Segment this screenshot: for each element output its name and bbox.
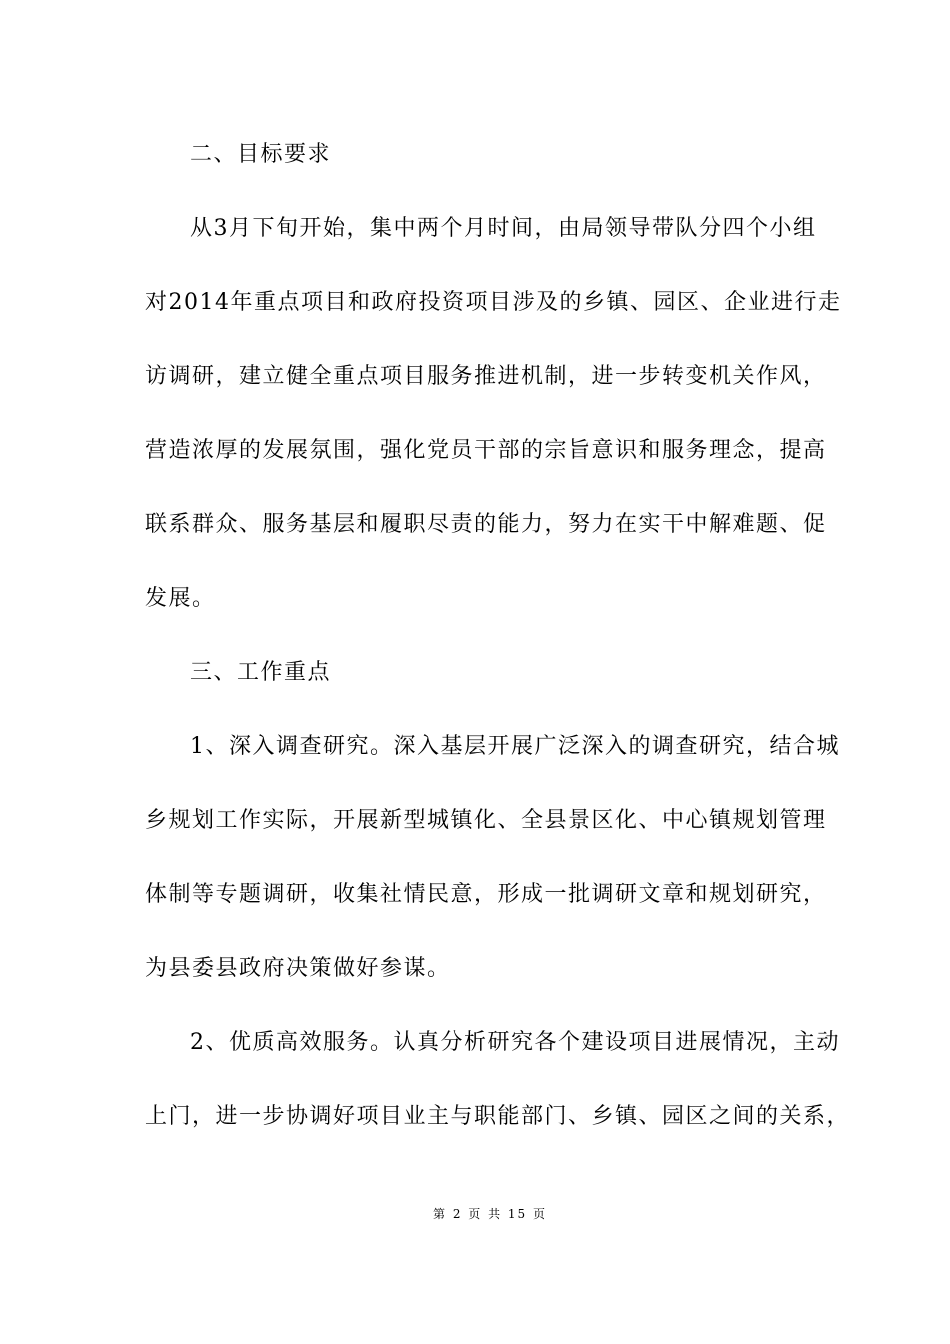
paragraph-line: 乡规划工作实际，开展新型城镇化、全县景区化、中心镇规划管理	[145, 808, 827, 833]
paragraph-line: 1、深入调查研究。深入基层开展广泛深入的调查研究，结合城	[190, 734, 840, 759]
paragraph-line: 体制等专题调研，收集社情民意，形成一批调研文章和规划研究，	[145, 882, 827, 907]
paragraph-line: 为县委县政府决策做好参谋。	[145, 956, 451, 981]
section-heading-focus: 三、工作重点	[190, 660, 332, 685]
paragraph-line: 联系群众、服务基层和履职尽责的能力，努力在实干中解难题、促	[145, 512, 827, 537]
section-heading-goals: 二、目标要求	[190, 142, 332, 167]
paragraph-line: 2、优质高效服务。认真分析研究各个建设项目进展情况，主动	[190, 1030, 840, 1055]
paragraph-line: 发展。	[145, 586, 216, 611]
paragraph-line: 对2014年重点项目和政府投资项目涉及的乡镇、园区、企业进行走	[145, 290, 842, 315]
paragraph-line: 营造浓厚的发展氛围，强化党员干部的宗旨意识和服务理念，提高	[145, 438, 827, 463]
paragraph-line: 从3月下旬开始，集中两个月时间，由局领导带队分四个小组	[190, 216, 817, 241]
paragraph-line: 上门，进一步协调好项目业主与职能部门、乡镇、园区之间的关系，	[145, 1104, 851, 1129]
page-number-footer: 第 2 页 共 15 页	[433, 1207, 547, 1221]
paragraph-line: 访调研，建立健全重点项目服务推进机制，进一步转变机关作风，	[145, 364, 827, 389]
